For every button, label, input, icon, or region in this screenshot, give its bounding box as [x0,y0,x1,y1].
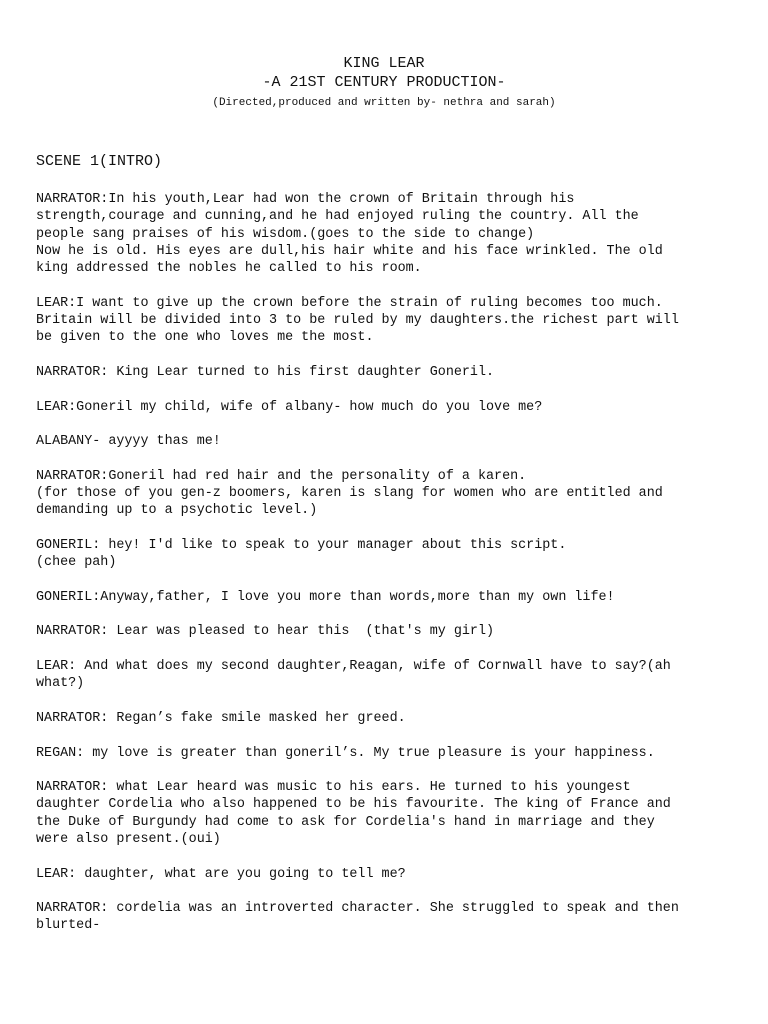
dialogue-paragraph [36,295,732,347]
script-line: LEAR:I want to give up the crown before the strain of ruling becomes too much. [36,295,663,311]
dialogue-paragraph [36,710,732,727]
script-line: (chee pah) [36,555,117,571]
dialogue-paragraph [36,623,732,640]
script-line: king addressed the nobles he called to his room. [36,261,422,277]
script-line: ALABANY- ayyyy thas me! [36,434,221,450]
play-title: KING LEAR [343,55,425,72]
credit-line: (Directed,produced and written by- nethra and sarah) [212,97,556,109]
script-line: strength,courage and cunning,and he had enjoyed ruling the country. All the [36,209,639,225]
dialogue-paragraph [36,589,732,606]
script-line: Britain will be divided into 3 to be ruled by my daughters.the richest part will [36,313,679,329]
script-line: the Duke of Burgundy had come to ask for Cordelia's hand in marriage and they [36,814,655,830]
dialogue-paragraph [36,364,732,381]
script-line: demanding up to a psychotic level.) [36,503,318,519]
script-line: blurted- [36,918,101,934]
dialogue-paragraph [36,745,732,762]
script-line: Now he is old. His eyes are dull,his hair white and his face wrinkled. The old [36,243,663,259]
production-subtitle: -A 21ST CENTURY PRODUCTION- [262,74,506,91]
script-line: (for those of you gen-z boomers, karen is slang for women who are entitled and [36,486,663,502]
dialogue-paragraph [36,468,732,520]
script-line: NARRATOR: cordelia was an introverted character. She struggled to speak and then [36,901,679,917]
script-line: be given to the one who loves me the most. [36,330,374,346]
script-line: what?) [36,676,85,692]
script-line: GONERIL:Anyway,father, I love you more than words,more than my own life! [36,589,615,605]
scene-heading: SCENE 1(INTRO) [36,153,163,170]
dialogue-paragraph [36,191,732,277]
script-line: REGAN: my love is greater than goneril’s. My true pleasure is your happiness. [36,745,655,761]
script-line: daughter Cordelia who also happened to be his favourite. The king of France and [36,797,671,813]
dialogue-paragraph [36,537,732,572]
script-line: GONERIL: hey! I'd like to speak to your manager about this script. [36,537,567,553]
script-body [36,191,732,935]
script-line: NARRATOR: what Lear heard was music to his ears. He turned to his youngest [36,780,631,796]
dialogue-paragraph [36,779,732,848]
script-line: people sang praises of his wisdom.(goes to the side to change) [36,226,535,242]
script-line: NARRATOR:Goneril had red hair and the personality of a karen. [36,468,527,484]
script-line: NARRATOR: Lear was pleased to hear this (that's my girl) [36,624,495,640]
dialogue-paragraph [36,433,732,450]
dialogue-paragraph [36,866,732,883]
script-line: NARRATOR: Regan’s fake smile masked her greed. [36,710,406,726]
dialogue-paragraph [36,658,732,693]
script-line: LEAR: daughter, what are you going to tell me? [36,866,406,882]
script-line: NARRATOR: King Lear turned to his first daughter Goneril. [36,364,495,380]
script-line: LEAR: And what does my second daughter,Reagan, wife of Cornwall have to say?(ah [36,659,671,675]
script-line: were also present.(oui) [36,831,221,847]
dialogue-paragraph [36,399,732,416]
script-line: NARRATOR:In his youth,Lear had won the crown of Britain through his [36,192,575,207]
script-line: LEAR:Goneril my child, wife of albany- how much do you love me? [36,399,543,415]
title-block [36,0,732,111]
dialogue-paragraph [36,900,732,935]
